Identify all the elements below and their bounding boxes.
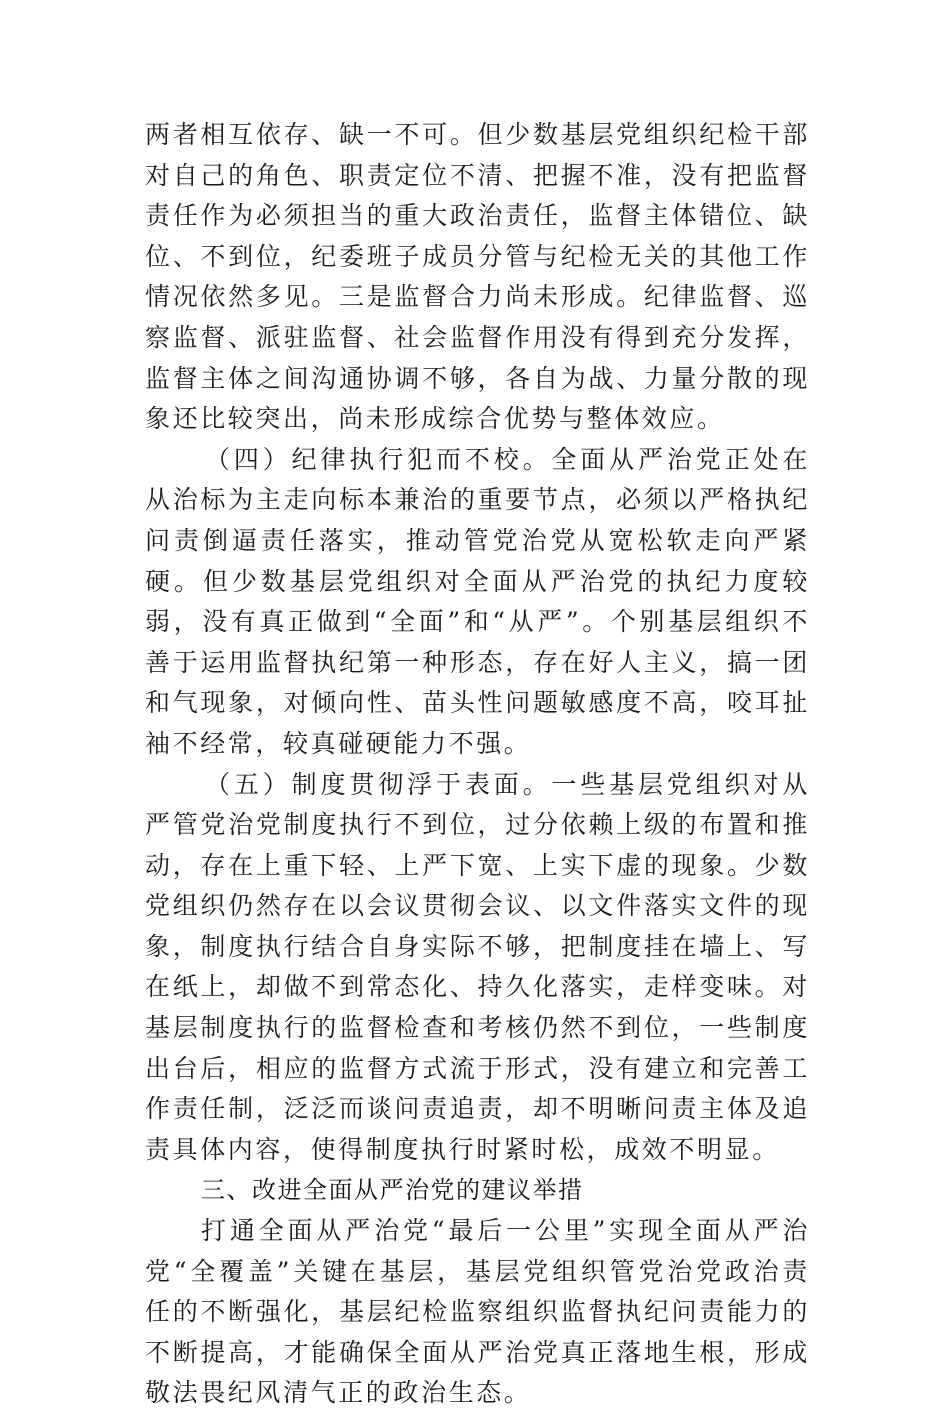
body-paragraph-system-implementation: （五）制度贯彻浮于表面。一些基层党组织对从严管党治党制度执行不到位，过分依赖上级的布置和推动，存在上重下轻、上严下宽、上实下虚的现象。少数党组织仍然存在以会议贯彻会议、以文件落实文件的现象，制度执行结合自身实际不够，把制度挂在墙上、写在纸上，却做不到常态化、持久化落实，走样变味。对基层制度执行的监督检查和考核仍然不到位，一些制度出台后，相应的监督方式流于形式，没有建立和完善工作责任制，泛泛而谈问责追责，却不明晰问责主体及追责具体内容，使得制度执行时紧时松，成效不明显。 [145, 769, 810, 1164]
section-heading: 三、改进全面从严治党的建议举措 [201, 1176, 584, 1205]
body-paragraph-discipline-enforcement: （四）纪律执行犯而不校。全面从严治党正处在从治标为主走向标本兼治的重要节点，必须以严格执纪问责倒逼责任落实，推动管党治党从宽松软走向严紧硬。但少数基层党组织对全面从严治党的执纪力度较弱，没有真正做到“全面”和“从严”。个别基层组织不善于运用监督执纪第一种形态，存在好人主义，搞一团和气现象，对倾向性、苗头性问题敏感度不高，咬耳扯袖不经常，较真碰硬能力不强。 [145, 444, 810, 758]
document-page [145, 115, 810, 1414]
body-paragraph-closing: 打通全面从严治党“最后一公里”实现全面从严治党“全覆盖”关键在基层，基层党组织管党治党政治责任的不断强化，基层纪检监察组织监督执纪问责能力的不断提高，才能确保全面从严治党真正落地生根，形成敬法畏纪风清气正的政治生态。 [145, 1216, 810, 1408]
body-paragraph-continued: 两者相互依存、缺一不可。但少数基层党组织纪检干部对自己的角色、职责定位不清、把握不准，没有把监督责任作为必须担当的重大政治责任，监督主体错位、缺位、不到位，纪委班子成员分管与纪检无关的其他工作情况依然多见。三是监督合力尚未形成。纪律监督、巡察监督、派驻监督、社会监督作用没有得到充分发挥，监督主体之间沟通协调不够，各自为战、力量分散的现象还比较突出，尚未形成综合优势与整体效应。 [145, 120, 810, 434]
